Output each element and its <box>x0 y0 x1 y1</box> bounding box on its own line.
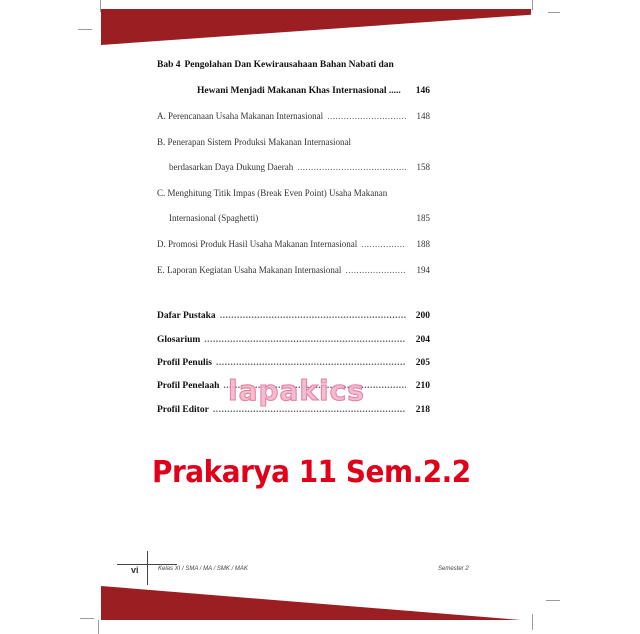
toc-leader-dots <box>327 109 406 123</box>
toc-entry[interactable] <box>169 211 430 225</box>
toc-entry[interactable] <box>157 135 430 149</box>
toc-leader-dots <box>220 309 406 323</box>
toc-page-number: 148 <box>416 111 430 121</box>
crop-mark <box>78 29 92 30</box>
crop-mark <box>100 0 101 12</box>
toc-entry-label: A. Perencanaan Usaha Makanan Internasional <box>157 111 324 121</box>
toc-entry-label: E. Laporan Kegiatan Usaha Makanan Internasional <box>157 265 342 275</box>
seller-watermark: lapakics <box>228 374 365 407</box>
crop-mark <box>98 620 99 634</box>
toc-entry[interactable] <box>157 186 430 200</box>
chapter-title-line1: Pengolahan Dan Kewirausahaan Bahan Nabati dan <box>184 60 394 70</box>
toc-entry-label: Glosarium <box>157 335 201 345</box>
toc-leader-dots <box>216 356 406 370</box>
toc-entry[interactable] <box>157 109 430 123</box>
toc-entry-label: C. Menghitung Titik Impas (Break Even Point) Usaha Makanan <box>157 188 388 198</box>
toc-page-number: 146 <box>415 86 430 96</box>
footer-divider <box>147 551 148 585</box>
footer-semester-text: Semester 2 <box>438 566 469 572</box>
toc-entry-label: Profil Penulis <box>157 358 212 368</box>
toc-entry-label: berdasarkan Daya Dukung Daerah <box>169 162 294 172</box>
crop-mark <box>548 12 560 13</box>
toc-entry-label: B. Penerapan Sistem Produksi Makanan Internasional <box>157 137 351 147</box>
footer-divider <box>117 564 177 565</box>
toc-entry-label: Dafar Pustaka <box>157 311 216 321</box>
toc-page-number: 210 <box>415 381 430 391</box>
overlay-title: Prakarya 11 Sem.2.2 <box>152 455 471 490</box>
toc-entry-label: Profil Penelaah <box>157 381 220 391</box>
toc-page-number: 194 <box>416 265 430 275</box>
toc-leader-dots <box>204 333 406 347</box>
toc-entry-label: Profil Editor <box>157 405 209 415</box>
crop-mark <box>532 0 533 10</box>
toc-entry[interactable] <box>169 160 430 174</box>
toc-entry[interactable] <box>157 356 430 370</box>
toc-page-number: 204 <box>415 335 430 345</box>
toc-entry[interactable] <box>157 263 430 277</box>
toc-page-number: 218 <box>415 405 430 415</box>
footer-banner <box>101 586 521 620</box>
chapter-heading-line2 <box>197 84 430 98</box>
toc-page-number: 188 <box>416 239 430 249</box>
toc-page-number: 200 <box>415 311 430 321</box>
chapter-title-line2: Hewani Menjadi Makanan Khas Internasional ..... <box>197 86 401 96</box>
crop-mark <box>80 618 94 619</box>
toc-entry-label: D. Promosi Produk Hasil Usaha Makanan Internasional <box>157 239 358 249</box>
toc-page-number: 205 <box>415 358 430 368</box>
crop-mark <box>532 614 533 630</box>
toc-entry[interactable] <box>157 309 430 323</box>
header-banner <box>101 9 531 45</box>
toc-entry[interactable] <box>157 237 430 251</box>
chapter-heading <box>157 58 430 72</box>
crop-mark <box>546 600 560 601</box>
toc-entry[interactable] <box>157 333 430 347</box>
toc-leader-dots <box>297 160 406 174</box>
toc-leader-dots <box>345 263 406 277</box>
toc-page-number: 158 <box>416 162 430 172</box>
footer-class-text: Kelas XI / SMA / MA / SMK / MAK <box>158 566 248 572</box>
toc-leader-dots <box>361 237 406 251</box>
toc-entry-label: Internasional (Spaghetti) <box>169 213 259 223</box>
chapter-prefix: Bab 4 <box>157 60 181 70</box>
toc-page-number: 185 <box>416 213 430 223</box>
page-number: vi <box>131 565 139 575</box>
